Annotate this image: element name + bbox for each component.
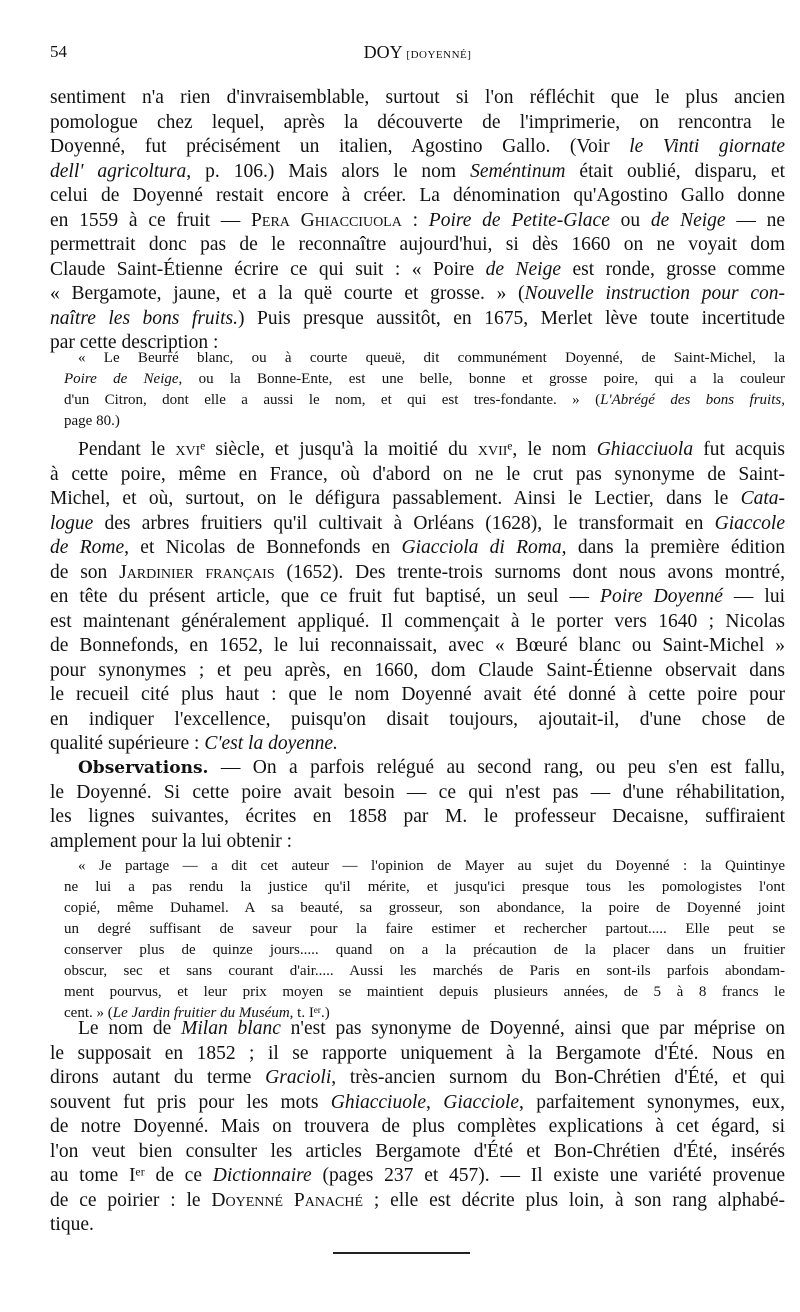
text-line [50, 585, 785, 610]
text-run: cent. » ( [64, 1005, 113, 1021]
text-run: au tome Iᵉʳ de ce [50, 1165, 213, 1186]
italic-text: Poire de Neige [64, 371, 179, 387]
text-line [50, 160, 785, 185]
text-run: « Je partage — a dit cet auteur — l'opinion de Mayer au sujet du Doyenné : la Quintinye [78, 858, 785, 874]
text-line [50, 708, 785, 733]
text-run: ne lui a pas rendu la justice qu'il mérite, et jusqu'ici presque tous les pomologistes l'ont [64, 879, 785, 895]
text-line [64, 348, 785, 369]
text-run: sentiment n'a rien d'invraisemblable, surtout si l'on réfléchit que le plus ancien [50, 87, 785, 108]
text-line [64, 390, 785, 411]
text-line [50, 756, 785, 781]
text-run: d'un Citron, dont elle a aussi le nom, et qui est tres-fondante. » ( [64, 392, 601, 408]
text-line [64, 411, 785, 432]
text-line [50, 307, 785, 332]
text-line [50, 1091, 785, 1116]
text-run: « Le Beurré blanc, ou à courte queuë, dit communément Doyenné, de Saint-Michel, la [78, 350, 785, 366]
small-caps-text: Jardinier français [119, 561, 275, 583]
text-run: des arbres fruitiers qu'il cultivait à Orléans (1628), le transformait en [93, 512, 715, 534]
text-line [50, 536, 785, 561]
text-line [64, 856, 785, 877]
text-line [50, 512, 785, 537]
text-line [50, 487, 785, 512]
text-run: de son [50, 561, 120, 583]
text-line [50, 86, 785, 111]
text-run: — On a parfois relégué au second rang, ou peu s'en est fallu, [208, 757, 785, 778]
text-run: par cette description : [50, 332, 219, 353]
text-line [64, 877, 785, 898]
text-run: permettrait donc pas de le reconnaître aujourd'hui, si dès 1660 on ne voyait dom [50, 234, 785, 255]
text-run: à cette poire, même en France, où d'abord on ne le crut pas synonyme de Saint- [50, 463, 785, 485]
text-line [50, 1115, 785, 1140]
text-line [50, 233, 785, 258]
text-line [50, 1066, 785, 1091]
text-line [50, 184, 785, 209]
text-line [50, 659, 785, 684]
text-run: qualité supérieure : [50, 733, 205, 754]
text-run: le Doyenné. Si cette poire avait besoin — ce qui n'est pas — d'une réhabilitation, [50, 781, 785, 803]
small-caps-text: xvii [477, 439, 508, 460]
text-run: celui de Doyenné restait encore à créer. La dénomination qu'Agostino Gallo donne [50, 185, 785, 206]
text-run: (pages 237 et 457). — Il existe une variété provenue [311, 1165, 786, 1186]
text-run: tique. [50, 1214, 94, 1235]
italic-text: Poire de Petite-Glace [428, 209, 610, 231]
text-line [50, 111, 785, 136]
text-run: , p. 106.) Mais alors le nom [186, 160, 471, 182]
italic-text: le Vinti giornate [629, 136, 785, 157]
text-run: les lignes suivantes, écrites en 1858 par M. le professeur Decaisne, suffiraient [50, 806, 785, 827]
text-run: , ou la Bonne-Ente, est une belle, bonne et grosse poire, qui a la couleur [178, 371, 785, 387]
text-run: pomologue chez lequel, après la découverte de l'imprimerie, on rencontra le [50, 111, 785, 133]
italic-text: Milan blanc [181, 1018, 281, 1039]
text-run: ou [609, 209, 651, 231]
end-rule [333, 1252, 470, 1254]
small-caps-text: xvi [175, 439, 201, 460]
text-line [64, 961, 785, 982]
text-line [64, 982, 785, 1003]
section-label: Observations. [78, 758, 209, 778]
italic-text: Dictionnaire [212, 1165, 312, 1186]
text-run: (1652). Des trente-trois surnoms dont nous avons montré, [274, 561, 786, 583]
italic-text: Cata- [740, 488, 785, 509]
text-line [64, 369, 785, 390]
text-run: de notre Doyenné. Mais on trouvera de plus complètes explications à cet égard, si [50, 1116, 785, 1137]
text-run: en indiquer l'excellence, puisqu'on disait toujours, ajoutait-il, d'une chose de [50, 708, 785, 730]
text-run: ) Puis presque aussitôt, en 1675, Merlet lève toute incertitude [237, 307, 785, 329]
text-run: Pendant le [78, 439, 176, 460]
text-run: , et Nicolas de Bonnefonds en [124, 537, 402, 558]
italic-text: Seméntinum [470, 160, 566, 182]
small-caps-text: Pera Ghiacciuola [251, 209, 402, 231]
text-run: un degré suffisant de saveur pour la faire estimer et rechercher partout..... Elle peut se [64, 921, 785, 937]
text-line [50, 830, 785, 855]
text-run: est maintenant généralement appliqué. Il commençait à le porter vers 1640 ; Nicolas [50, 610, 785, 632]
text-run: : [401, 209, 429, 231]
text-run: ᵉ, le nom [507, 439, 597, 460]
running-head [50, 42, 785, 63]
text-line [50, 282, 785, 307]
text-run: fut acquis [693, 439, 785, 460]
text-run: est ronde, grosse comme [560, 258, 785, 280]
italic-text: naître les bons fruits. [50, 307, 238, 329]
text-line [50, 1017, 785, 1042]
text-line [50, 1042, 785, 1067]
text-line [50, 463, 785, 488]
text-run: souvent fut pris pour les mots [50, 1091, 331, 1113]
paragraph-observations [50, 756, 785, 854]
text-line [50, 610, 785, 635]
text-run: de ce poirier : le [50, 1189, 212, 1211]
text-line [50, 1189, 785, 1214]
text-run: , parfaitement synonymes, eux, [519, 1091, 786, 1113]
text-line [50, 781, 785, 806]
text-run: , dans la première édition [561, 537, 785, 558]
italic-text: C'est la doyenne. [204, 733, 338, 754]
quote-decaisne [64, 856, 785, 1024]
italic-text: de Neige [650, 209, 726, 231]
page-header [50, 42, 785, 66]
italic-text: Ghiacciuole [330, 1091, 427, 1113]
text-run: , t. Iᵉʳ.) [289, 1005, 330, 1021]
text-run: Doyenné, fut précisément un italien, Agostino Gallo. (Voir [50, 136, 630, 157]
italic-text: de Rome [50, 537, 125, 558]
italic-text: Gracioli [265, 1067, 332, 1088]
text-line [50, 1140, 785, 1165]
text-run: ᵉ siècle, et jusqu'à la moitié du [200, 439, 478, 460]
text-line [50, 258, 785, 283]
text-run: n'est pas synonyme de Doyenné, ainsi que par méprise on [280, 1018, 785, 1039]
text-run: le recueil cité plus haut : que le nom Doyenné avait été donné à cette poire pour [50, 684, 785, 705]
text-line [50, 683, 785, 708]
text-run: Le nom de [78, 1018, 182, 1039]
text-run: « Bergamote, jaune, et a la quë courte et grosse. » ( [50, 283, 525, 304]
text-run: obscur, sec et sans courant d'air..... Aussi les marchés de Paris en sont-ils parfois abondam- [64, 963, 785, 979]
text-run: l'on veut bien consulter les articles Bergamote d'Été et Bon-Chrétien d'Été, insérés [50, 1140, 785, 1162]
italic-text: Poire Doyenné [600, 586, 723, 607]
text-run: était oublié, disparu, et [565, 160, 785, 182]
text-line [64, 898, 785, 919]
text-run: ment pourvus, et leur prix moyen se maintient depuis plusieurs années, de 5 à 8 francs le [64, 984, 785, 1000]
text-run: — lui [722, 586, 785, 607]
text-run: le supposait en 1852 ; il se rapporte uniquement à la Bergamote d'Été. Nous en [50, 1042, 785, 1064]
text-run: en 1559 à ce fruit — [50, 209, 252, 231]
text-run: ; elle est décrite plus loin, à son rang alphabé- [363, 1189, 785, 1211]
italic-text: Nouvelle instruction pour con- [524, 283, 785, 304]
running-head-title: DOY [363, 42, 402, 62]
text-line [50, 732, 785, 757]
italic-text: Giacciola di Roma [401, 537, 562, 558]
italic-text: Ghiacciuola [596, 439, 694, 460]
text-line [50, 805, 785, 830]
text-run: dirons autant du terme [50, 1067, 266, 1088]
paragraph-synonyms [50, 1017, 785, 1238]
text-run: copié, même Duhamel. A sa beauté, sa grosseur, son abondance, la poire de Doyenné joint [64, 900, 785, 916]
text-run: page 80.) [64, 413, 120, 429]
small-caps-text: Doyenné Panaché [211, 1189, 364, 1211]
text-run: , [426, 1091, 444, 1113]
text-line [50, 561, 785, 586]
text-line [50, 209, 785, 234]
text-run: , très-ancien surnom du Bon-Chrétien d'Été, et qui [331, 1067, 785, 1088]
page-number: 54 [50, 42, 67, 61]
text-line [50, 135, 785, 160]
paragraph-origin [50, 86, 785, 356]
italic-text: Giacciole [443, 1091, 520, 1113]
text-run: Claude Saint-Étienne écrire ce qui suit : « Poire [50, 258, 486, 280]
running-head-subtitle: [DOYENNÉ] [406, 49, 472, 61]
text-run: conserver plus de quinze jours..... quand on a la précaution de la placer dans un fruitier [64, 942, 785, 958]
quote-merlet [64, 348, 785, 432]
text-line [50, 1213, 785, 1238]
italic-text: logue [50, 512, 94, 534]
text-line [50, 1164, 785, 1189]
text-line [64, 940, 785, 961]
text-line [64, 919, 785, 940]
italic-text: Le Jardin fruitier du Muséum [112, 1005, 290, 1021]
text-run: — ne [725, 209, 785, 231]
italic-text: de Neige [485, 258, 561, 280]
text-run: amplement pour la lui obtenir : [50, 830, 293, 852]
text-line [50, 634, 785, 659]
text-run: de Bonnefonds, en 1652, le lui reconnaissait, avec « Bœuré blanc ou Saint-Michel » [50, 635, 785, 656]
italic-text: dell' agricoltura [50, 160, 187, 182]
text-run: Michel, et où, surtout, on le défigura passablement. Ainsi le Lectier, dans le [50, 488, 741, 509]
italic-text: Giaccole [714, 512, 785, 534]
text-run: pour synonymes ; et peu après, en 1660, dom Claude Saint-Étienne observait dans [50, 659, 785, 681]
text-line [50, 438, 785, 463]
paragraph-history [50, 438, 785, 757]
italic-text: L'Abrégé des bons fruits, [600, 392, 785, 408]
text-run: en tête du présent article, que ce fruit fut baptisé, un seul — [50, 586, 601, 607]
